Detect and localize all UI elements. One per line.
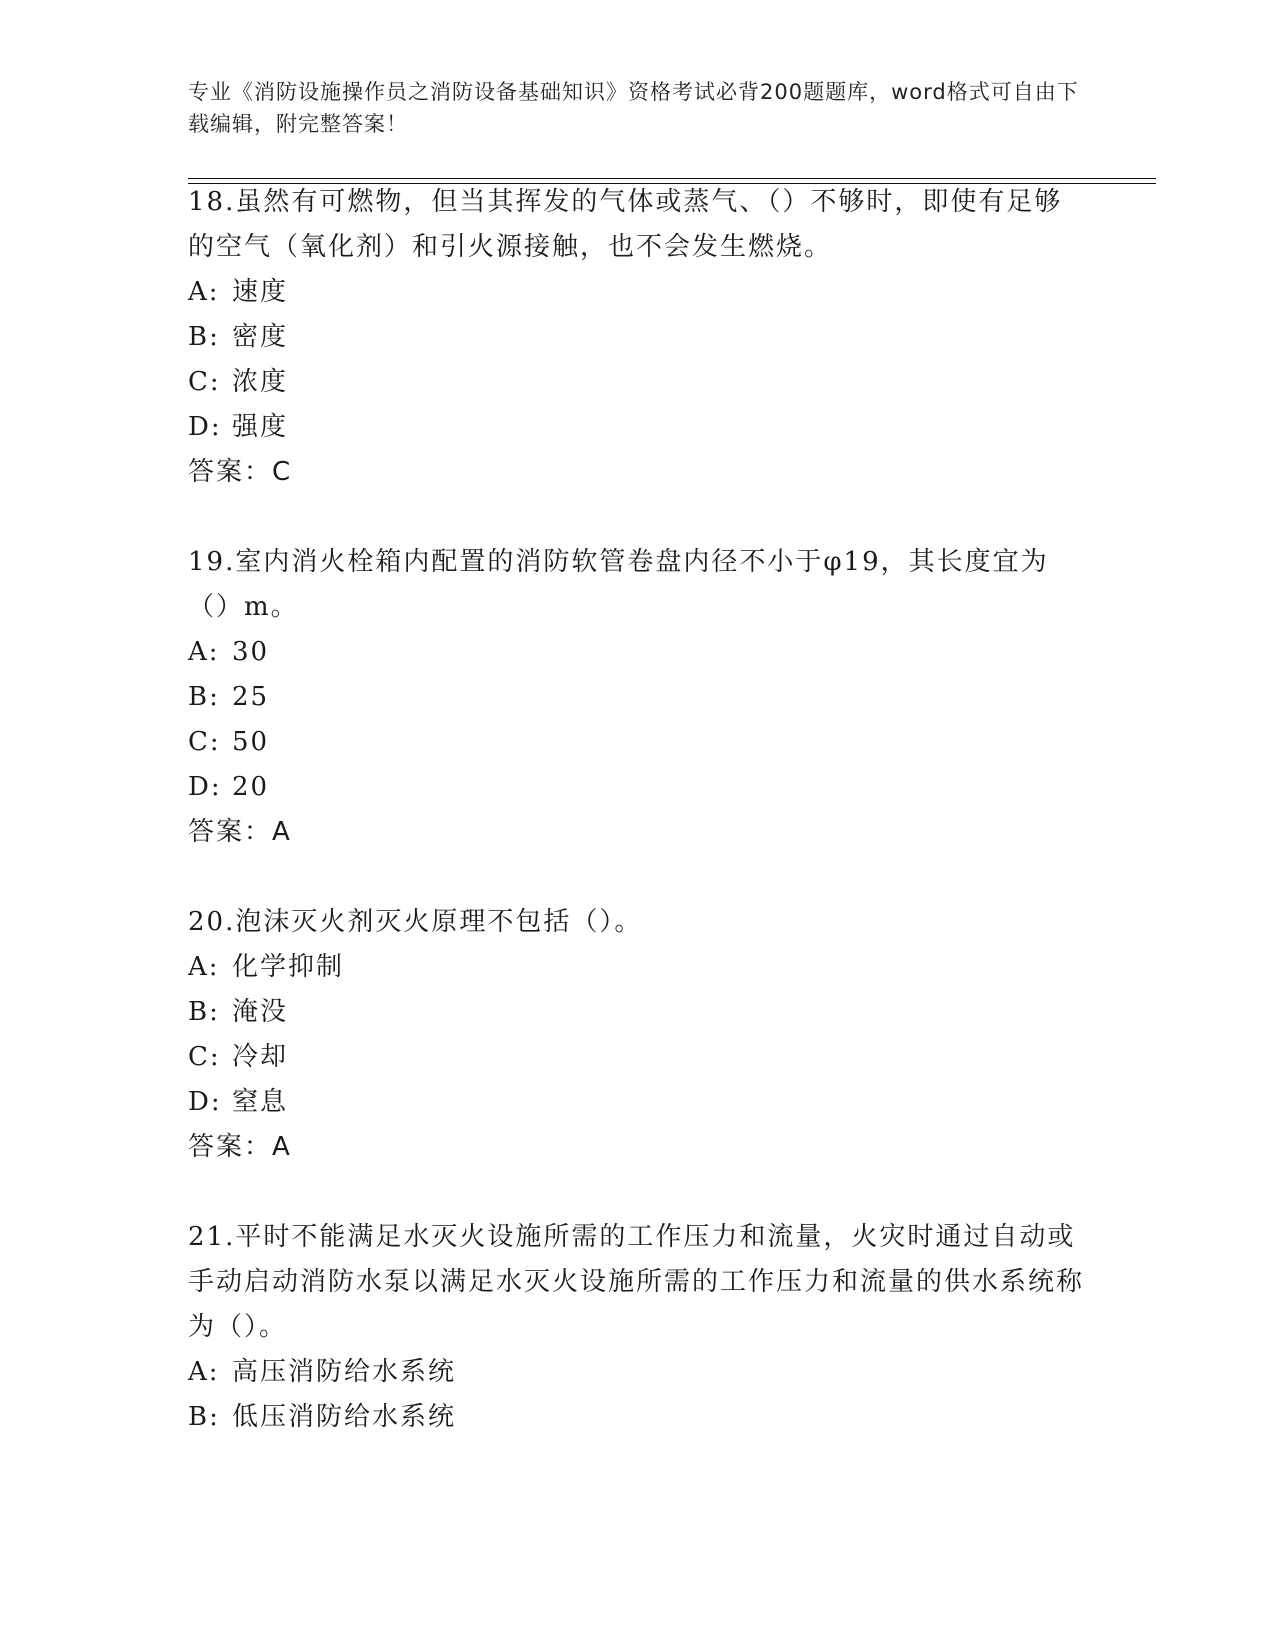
- question-18: [188, 180, 1088, 495]
- option-key: B:: [188, 322, 220, 352]
- option-text: 30: [232, 637, 270, 667]
- option-a: [188, 1350, 1088, 1395]
- option-text: 窒息: [232, 1087, 289, 1117]
- option-b: [188, 315, 1088, 360]
- question-21: [188, 1215, 1088, 1440]
- option-text: 50: [232, 727, 270, 757]
- option-text: 速度: [232, 277, 289, 307]
- answer-line: 答案：A: [188, 817, 292, 847]
- option-text: 化学抑制: [232, 952, 345, 982]
- option-a: [188, 630, 1088, 675]
- option-key: C:: [188, 727, 221, 757]
- option-b: [188, 990, 1088, 1035]
- option-b: [188, 1395, 1088, 1440]
- question-stem: 19.室内消火栓箱内配置的消防软管卷盘内径不小于φ19，其长度宜为（）m。: [188, 547, 1049, 622]
- option-key: D:: [188, 412, 222, 442]
- option-c: [188, 1035, 1088, 1080]
- option-key: C:: [188, 367, 221, 397]
- option-text: 浓度: [232, 367, 289, 397]
- option-key: A:: [188, 277, 220, 307]
- question-20: [188, 900, 1088, 1170]
- header-rule-thin: [188, 178, 1156, 179]
- option-key: B:: [188, 997, 220, 1027]
- answer-line: 答案：C: [188, 457, 293, 487]
- option-text: 高压消防给水系统: [232, 1357, 457, 1387]
- option-key: D:: [188, 1087, 222, 1117]
- option-key: A:: [188, 952, 220, 982]
- option-text: 20: [232, 772, 270, 802]
- option-text: 低压消防给水系统: [232, 1402, 457, 1432]
- option-key: B:: [188, 682, 220, 712]
- option-c: [188, 360, 1088, 405]
- option-a: [188, 270, 1088, 315]
- option-a: [188, 945, 1088, 990]
- option-b: [188, 675, 1088, 720]
- option-text: 强度: [232, 412, 289, 442]
- option-key: A:: [188, 637, 220, 667]
- option-d: [188, 1080, 1088, 1125]
- option-key: A:: [188, 1357, 220, 1387]
- question-stem: 18.虽然有可燃物，但当其挥发的气体或蒸气、（）不够时，即使有足够的空气（氧化剂）和引火源接触，也不会发生燃烧。: [188, 187, 1063, 262]
- option-d: [188, 765, 1088, 810]
- option-d: [188, 405, 1088, 450]
- document-header: 专业《消防设施操作员之消防设备基础知识》资格考试必背200题题库，word格式可自由下载编辑，附完整答案！: [188, 80, 1079, 136]
- option-key: D:: [188, 772, 222, 802]
- question-19: [188, 540, 1088, 855]
- option-key: C:: [188, 1042, 221, 1072]
- option-text: 25: [232, 682, 270, 712]
- option-text: 冷却: [232, 1042, 289, 1072]
- option-key: B:: [188, 1402, 220, 1432]
- question-stem: 20.泡沫灭火剂灭火原理不包括（）。: [188, 907, 643, 937]
- option-text: 淹没: [232, 997, 289, 1027]
- question-stem: 21.平时不能满足水灭火设施所需的工作压力和流量，火灾时通过自动或手动启动消防水泵以满足水灭火设施所需的工作压力和流量的供水系统称为（）。: [188, 1222, 1085, 1342]
- option-text: 密度: [232, 322, 289, 352]
- answer-line: 答案：A: [188, 1132, 292, 1162]
- option-c: [188, 720, 1088, 765]
